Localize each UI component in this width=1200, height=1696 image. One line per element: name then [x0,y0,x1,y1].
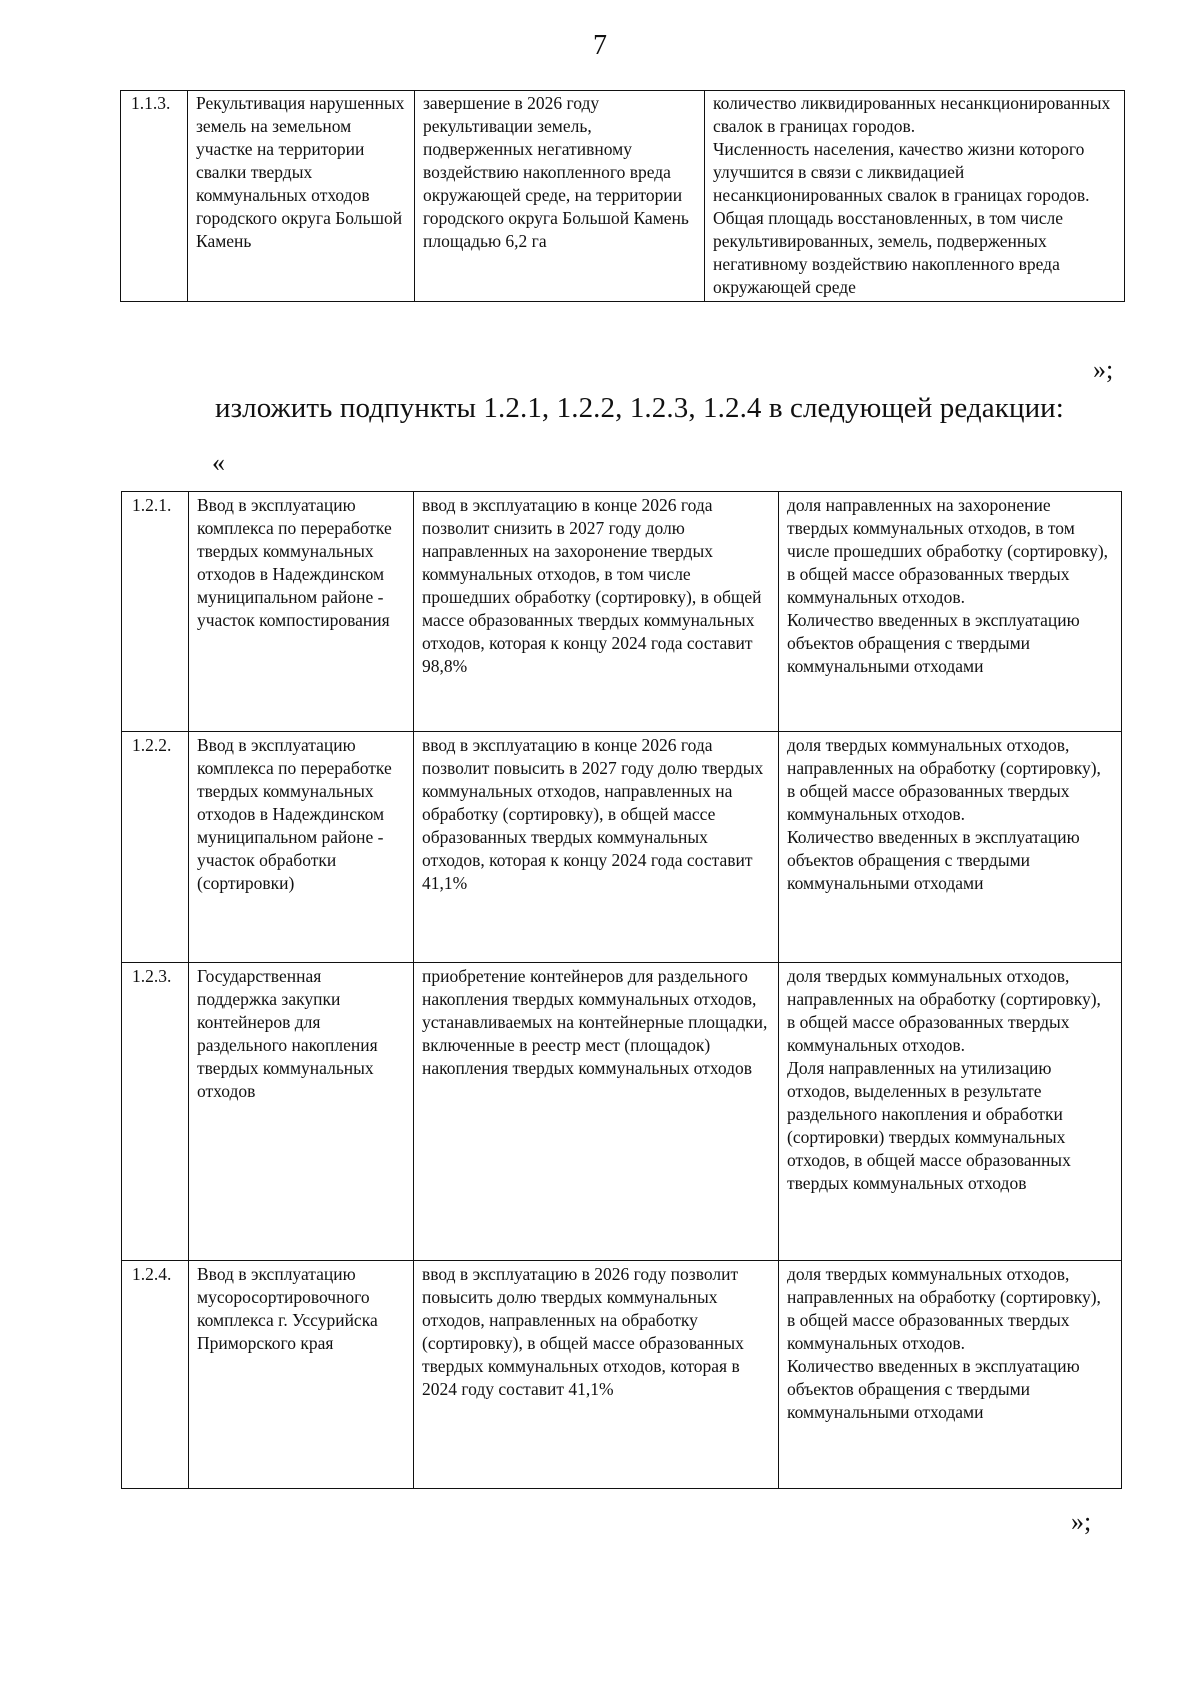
item-result: ввод в эксплуатацию в конце 2026 года позволит снизить в 2027 году долю направленных на захоронение твердых коммунальных отходов, в том числе прошедших обработку (сортировку), в общей массе образованных твердых коммунальных отходов, которая к концу 2024 года составит 98,8% [414,492,779,732]
item-indicators: доля твердых коммунальных отходов, направленных на обработку (сортировку), в общей массе образованных твердых коммунальных отходов. Доля направленных на утилизацию отходов, выделенных в результате раздельного накопления и обработки (сортировки) твердых коммунальных отходов, в общей массе образованных твердых коммунальных отходов [779,963,1122,1261]
table-row [121,91,1125,302]
table-row [122,1261,1122,1489]
item-name: Рекультивация нарушенных земель на земельном участке на территории свалки твердых коммунальных отходов городского округа Большой Камень [188,91,415,302]
item-indicators: количество ликвидированных несанкционированных свалок в границах городов. Численность населения, качество жизни которого улучшится в связи с ликвидацией несанкционированных свалок в границах городов. Общая площадь восстановленных, в том числе рекультивированных, земель, подверженных негативному воздействию накопленного вреда окружающей среде [705,91,1125,302]
item-result: ввод в эксплуатацию в конце 2026 года позволит повысить в 2027 году долю твердых коммунальных отходов, направленных на обработку (сортировку), в общей массе образованных твердых коммунальных отходов, которая к концу 2024 года составит 41,1% [414,732,779,963]
table-row [122,732,1122,963]
opening-quote: « [212,448,225,477]
item-number: 1.1.3. [121,91,188,302]
item-result: приобретение контейнеров для раздельного накопления твердых коммунальных отходов, устанавливаемых на контейнерные площадки, включенные в реестр мест (площадок) накопления твердых коммунальных отходов [414,963,779,1261]
item-number: 1.2.4. [122,1261,189,1489]
page-number: 7 [593,30,607,61]
amended-items-table [121,491,1122,1489]
item-indicators: доля твердых коммунальных отходов, направленных на обработку (сортировку), в общей массе образованных твердых коммунальных отходов. Количество введенных в эксплуатацию объектов обращения с твердыми коммунальными отходами [779,1261,1122,1489]
closing-quote: »; [1071,1507,1092,1536]
item-name: Ввод в эксплуатацию комплекса по переработке твердых коммунальных отходов в Надеждинском муниципальном районе - участок обработки (сортировки) [189,732,414,963]
item-name: Ввод в эксплуатацию мусоросортировочного комплекса г. Уссурийска Приморского края [189,1261,414,1489]
item-number: 1.2.2. [122,732,189,963]
item-indicators: доля направленных на захоронение твердых коммунальных отходов, в том числе прошедших обработку (сортировку), в общей массе образованных твердых коммунальных отходов. Количество введенных в эксплуатацию объектов обращения с твердыми коммунальными отходами [779,492,1122,732]
item-indicators: доля твердых коммунальных отходов, направленных на обработку (сортировку), в общей массе образованных твердых коммунальных отходов. Количество введенных в эксплуатацию объектов обращения с твердыми коммунальными отходами [779,732,1122,963]
item-result: завершение в 2026 году рекультивации земель, подверженных негативному воздействию накопленного вреда окружающей среде, на территории городского округа Большой Камень площадью 6,2 га [415,91,705,302]
item-number: 1.2.1. [122,492,189,732]
closing-quote: »; [1093,355,1114,384]
item-result: ввод в эксплуатацию в 2026 году позволит повысить долю твердых коммунальных отходов, направленных на обработку (сортировку), в общей массе образованных твердых коммунальных отходов, которая в 2024 году составит 41,1% [414,1261,779,1489]
item-name: Государственная поддержка закупки контейнеров для раздельного накопления твердых коммунальных отходов [189,963,414,1261]
item-number: 1.2.3. [122,963,189,1261]
previous-items-table [120,90,1125,302]
amendment-heading: изложить подпункты 1.2.1, 1.2.2, 1.2.3, 1.2.4 в следующей редакции: [215,392,1064,424]
table-row [122,492,1122,732]
item-name: Ввод в эксплуатацию комплекса по переработке твердых коммунальных отходов в Надеждинском муниципальном районе - участок компостирования [189,492,414,732]
table-row [122,963,1122,1261]
